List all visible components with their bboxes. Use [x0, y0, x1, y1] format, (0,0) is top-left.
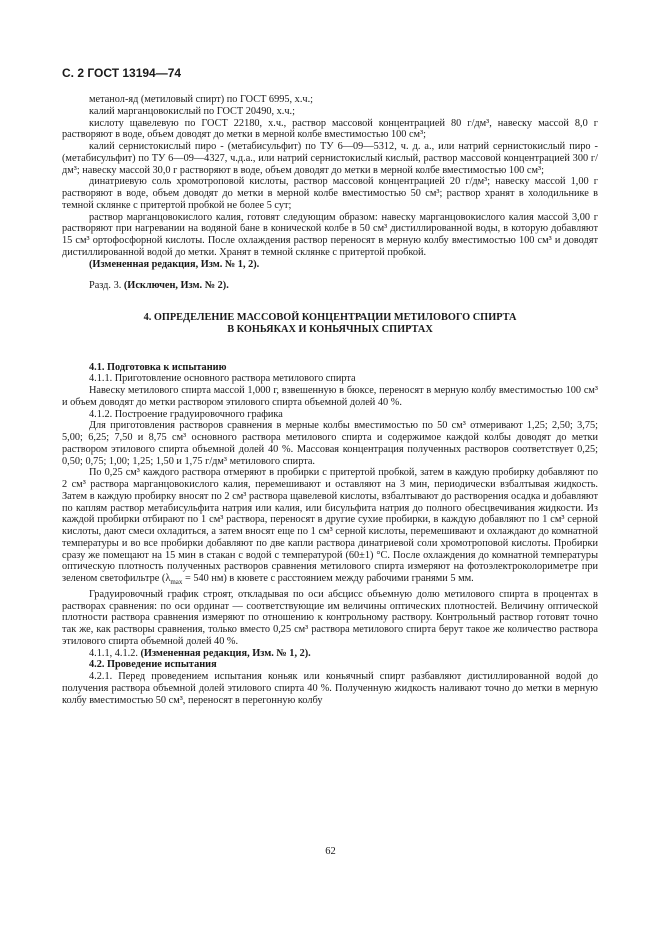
paragraph: динатриевую соль хромотроповой кислоты, раствор массовой концентрацией 20 г/дм³; навеску массой 1,00 г растворяют в воде, объем доводят до метки в мерной колбе вместимостью 50 см³; раствор хранят в холодильнике в темной склянке с притертой пробкой не более 5 сут; — [62, 176, 598, 211]
clause-heading: 4.1.1. Приготовление основного раствора метилового спирта — [89, 373, 356, 385]
paragraph: калий марганцовокислый по ГОСТ 20490, х.ч.; — [89, 105, 295, 117]
subsection-heading: 4.1. Подготовка к испытанию — [89, 361, 227, 373]
paragraph: калий сернистокислый пиро - (метабисульфит) по ТУ 6—09—5312, ч. д. а., или натрий сернистокислый пиро - (метабисульфит) по ТУ 6—09—4327, ч.д.а., или натрий сернистокислый кислый, раствор массовой концентрацией 300 г/дм³; навеску массой 30,0 г растворяют в воде, объем доводят до метки в мерной колбе вместимостью 100 см³; — [62, 141, 598, 176]
amendment-note — [62, 648, 598, 660]
paragraph-text-end: = 540 нм) в кювете с расстоянием между рабочими гранями 5 мм. — [182, 573, 474, 584]
page-number: 62 — [325, 846, 336, 857]
section-3-note — [62, 280, 598, 292]
section-title-line-2: В КОНЬЯКАХ И КОНЬЯЧНЫХ СПИРТАХ — [227, 323, 433, 335]
paragraph: кислоту щавелевую по ГОСТ 22180, х.ч., раствор массовой концентрацией 80 г/дм³, навеску массой 8,0 г растворяют в воде, объем доводят до метки в мерной колбе вместимостью 100 см³; — [62, 117, 598, 141]
paragraph — [62, 467, 598, 589]
lambda-subscript: max — [170, 578, 183, 587]
excluded-note: (Исключен, Изм. № 2). — [123, 280, 229, 292]
paragraph: Для приготовления растворов сравнения в мерные колбы вместимостью по 50 см³ отмеривают 1,25; 2,50; 3,75; 5,00; 6,25; 7,50 и 8,75 см³ основного раствора метилового спирта и содержимое каждой колбы доводят до метки раствором этилового спирта объемной долей 40 %. Массовая концентрация полученных растворов соответствует 0,25; 0,50; 0,75; 1,00; 1,25; 1,50 и 1,75 г/дм³ метилового спирта. — [62, 420, 598, 467]
section-ref: Разд. 3. — [89, 280, 122, 292]
paragraph: 4.2.1. Перед проведением испытания коньяк или коньячный спирт разбавляют дистиллированной водой до получения раствора объемной долей этилового спирта 40 %. Полученную жидкость наливают точно до метки в мерную колбу вместимостью 50 см³, переносят в перегонную колбу — [62, 671, 598, 706]
amendment-note: (Измененная редакция, Изм. № 1, 2). — [89, 258, 260, 270]
clause-heading: 4.1.2. Построение градуировочного графика — [89, 408, 283, 420]
page-body — [62, 94, 598, 706]
paragraph: метанол-яд (метиловый спирт) по ГОСТ 6995, х.ч.; — [89, 94, 314, 105]
page-header: С. 2 ГОСТ 13194—74 — [62, 66, 182, 80]
paragraph: Навеску метилового спирта массой 1,000 г, взвешенную в бюксе, переносят в мерную колбу вместимостью 100 см³ и объем доводят до метки раствором этилового спирта объемной долей 40 %. — [62, 385, 598, 408]
section-title — [62, 312, 598, 336]
section-title-line-1: 4. ОПРЕДЕЛЕНИЕ МАССОВОЙ КОНЦЕНТРАЦИИ МЕТИЛОВОГО СПИРТА — [143, 312, 517, 323]
amendment-text: (Измененная редакция, Изм. № 1, 2). — [140, 647, 311, 659]
paragraph-text: По 0,25 см³ каждого раствора отмеряют в пробирки с притертой пробкой, затем в каждую пробирку добавляют по 2 см³ раствора марганцовокислого калия, перемешивают и оставляют на 3 мин, периодически взбалтывая жидкость. Затем в каждую пробирку вносят по 2 см³ раствора щавелевой кислоты, взбалтывают до растворения осадка и добавляют по каплям раствор метабисульфита натрия или калия, или бисульфита натрия до полного обесцвечивания жидкости. Из каждой пробирки отбирают по 1 см³ раствора, переносят в другие сухие пробирки, в каждую добавляют по 1 см³ серной кислоты, дают смеси охладиться, а затем вносят еще по 1 см³ серной кислоты, перемешивают и охлаждают до комнатной температуры и во все пробирки добавляют по две капли раствора динатриевой соли хромотроповой кислоты. Пробирки сразу же помещают на 15 мин в стакан с водой с температурой (60±1) °С. После охлаждения до комнатной температуры оптическую плотность полученных растворов сравнения метилового спирта измеряют на фотоэлектроколориметре при зеленом светофильтре (λ — [62, 467, 598, 584]
clause-ref: 4.1.1, 4.1.2. — [89, 647, 138, 659]
subsection-heading: 4.2. Проведение испытания — [89, 659, 217, 671]
paragraph: Градуировочный график строят, откладывая по оси абсцисс объемную долю метилового спирта в процентах в растворах сравнения: по оси ординат — соответствующие им величины оптических плотностей. Величину оптической плотности раствора сравнения измеряют по отношению к контрольному раствору. Контрольный раствор готовят точно так же, как растворы сравнения, только вместо 0,25 см³ раствора метилового спирта берут такое же количество раствора этилового спирта объемной долей 40 %. — [62, 588, 598, 647]
paragraph: раствор марганцовокислого калия, готовят следующим образом: навеску марганцовокислого калия массой 3,00 г растворяют при нагревании на водяной бане в конической колбе в 50 см³ дистиллированной воды, в которую добавляют 15 см³ ортофосфорной кислоты. После охлаждения раствор переносят в мерную колбу вместимостью 100 см³ и доводят дистиллированной водой до метки. Хранят в темной склянке с притертой пробкой. — [62, 211, 598, 258]
